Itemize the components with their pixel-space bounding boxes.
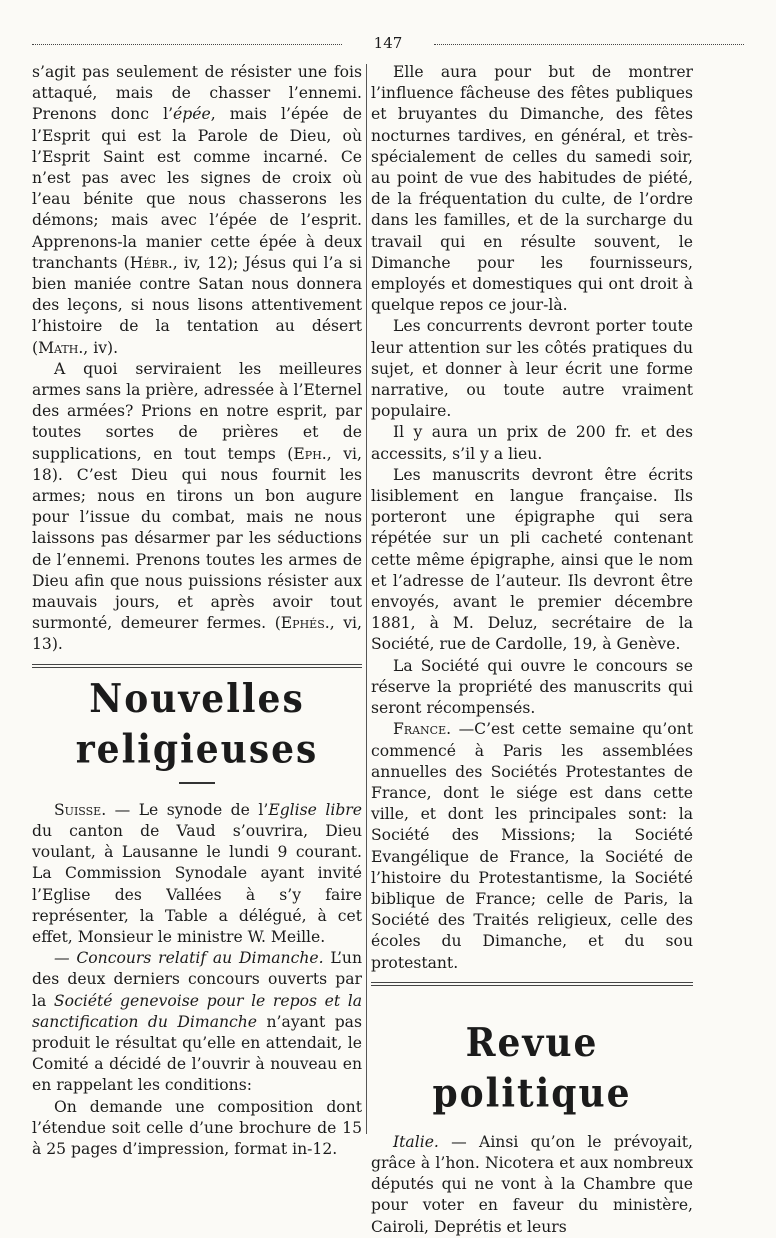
- paragraph-propriete: La Société qui ouvre le concours se réserve la propriété des manuscrits qui seront récompensés.: [371, 656, 693, 718]
- column-divider: [366, 64, 367, 1134]
- page-number: 147: [373, 34, 403, 52]
- section-heading-revue: Revue politique: [432, 1019, 632, 1117]
- paragraph-france: France. —C’est cette semaine qu’ont commencé à Paris les assemblées annuelles des Sociétés Protestantes de France, dont le siége est dans cette ville, et dont les principales sont: la Société des Missions; la Société Evangélique de France, la Société de l’histoire du Protestantisme, la Société biblique de France; celle de Paris, la Société des Traités religieux, celle des écoles du Dimanche, et du sou protestant.: [371, 720, 693, 972]
- paragraph-concours: — Concours relatif au Dimanche. L’un des deux derniers concours ouverts par la Société genevoise pour le repos et la sanctification du Dimanche n’ayant pas produit le résultat qu’elle en attendait, le Comité a décidé de l’ouvrir à nouveau en en rappelant les conditions:: [32, 949, 362, 1095]
- section-heading-nouvelles: Nouvelles religieuses: [75, 675, 319, 773]
- heading-dash: [179, 782, 215, 784]
- section-rule: [32, 664, 362, 668]
- paragraph-manuscrits: Les manuscrits devront être écrits lisiblement en langue française. Ils porteront une épigraphe qui sera répétée sur un pli cacheté contenant cette même épigraphe, ainsi que le nom et l’adresse de l’auteur. Ils devront être envoyés, avant le premier décembre 1881, à M. Deluz, secrétaire de la Société, rue de Cardolle, 19, à Genève.: [371, 465, 693, 654]
- left-column: [32, 62, 362, 1160]
- paragraph-composition: On demande une composition dont l’étendue soit celle d’une brochure de 15 à 25 pages d’impression, format in-12.: [32, 1097, 362, 1158]
- right-column: [371, 62, 693, 1238]
- header-rule-right: [434, 44, 744, 45]
- paragraph-prix: Il y aura un prix de 200 fr. et des accessits, s’il y a lieu.: [371, 423, 693, 463]
- paragraph-but: Elle aura pour but de montrer l’influence fâcheuse des fêtes publiques et bruyantes du Dimanche, des fêtes nocturnes tardives, en général, et très-spécialement de celles du samedi soir, au point de vue des habitudes de piété, de la fréquentation du culte, de l’ordre dans les familles, et de la surcharge du travail qui en résulte souvent, le Dimanche pour les fournisseurs, employés et domestiques qui ont droit à quelque repos ce jour-là.: [371, 63, 693, 315]
- paragraph-priere: A quoi serviraient les meilleures armes sans la prière, adressée à l’Eternel des armées? Prions en notre esprit, par toutes sortes de prières et de supplications, en tout temps (Eph., vi, 18). C’est Dieu qui nous fournit les armes; nous en tirons un bon augure pour l’issue du combat, mais ne nous laissons pas désarmer par les séductions de l’ennemi. Prenons toutes les armes de Dieu afin que nous puissions résister aux mauvais jours, et après avoir tout surmonté, demeurer fermes. (Ephés., vi, 13).: [32, 359, 362, 654]
- page-header: [32, 32, 744, 54]
- section-rule-right: [371, 982, 693, 986]
- paragraph-concurrents: Les concurrents devront porter toute leur attention sur les côtés pratiques du sujet, et donner à leur écrit une forme narrative, ou toute autre vraiment populaire.: [371, 317, 693, 421]
- paragraph-epee: s’agit pas seulement de résister une fois attaqué, mais de chasser l’ennemi. Prenons donc l’épée, mais l’épée de l’Esprit qui est la Parole de Dieu, où l’Esprit Saint est comme incarné. Ce n’est pas avec les signes de croix où l’eau bénite que nous chasserons les démons; mais avec l’épée de l’esprit. Apprenons-la manier cette épée à deux tranchants (Hébr., iv, 12); Jésus qui l’a si bien maniée contre Satan nous donnera des leçons, si nous lisons attentivement l’histoire de la tentation au désert (Math., iv).: [32, 63, 362, 357]
- paragraph-suisse: Suisse. — Le synode de l’Eglise libre du canton de Vaud s’ouvrira, Dieu voulant, à Lausanne le lundi 9 courant. La Commission Synodale ayant invité l’Eglise des Vallées à s’y faire représenter, la Table a délégué, à cet effet, Monsieur le ministre W. Meille.: [32, 800, 362, 946]
- paragraph-italie: Italie. — Ainsi qu’on le prévoyait, grâce à l’hon. Nicotera et aux nombreux députés qui ne vont à la Chambre que pour voter en faveur du ministère, Cairoli, Deprétis et leurs: [371, 1132, 693, 1236]
